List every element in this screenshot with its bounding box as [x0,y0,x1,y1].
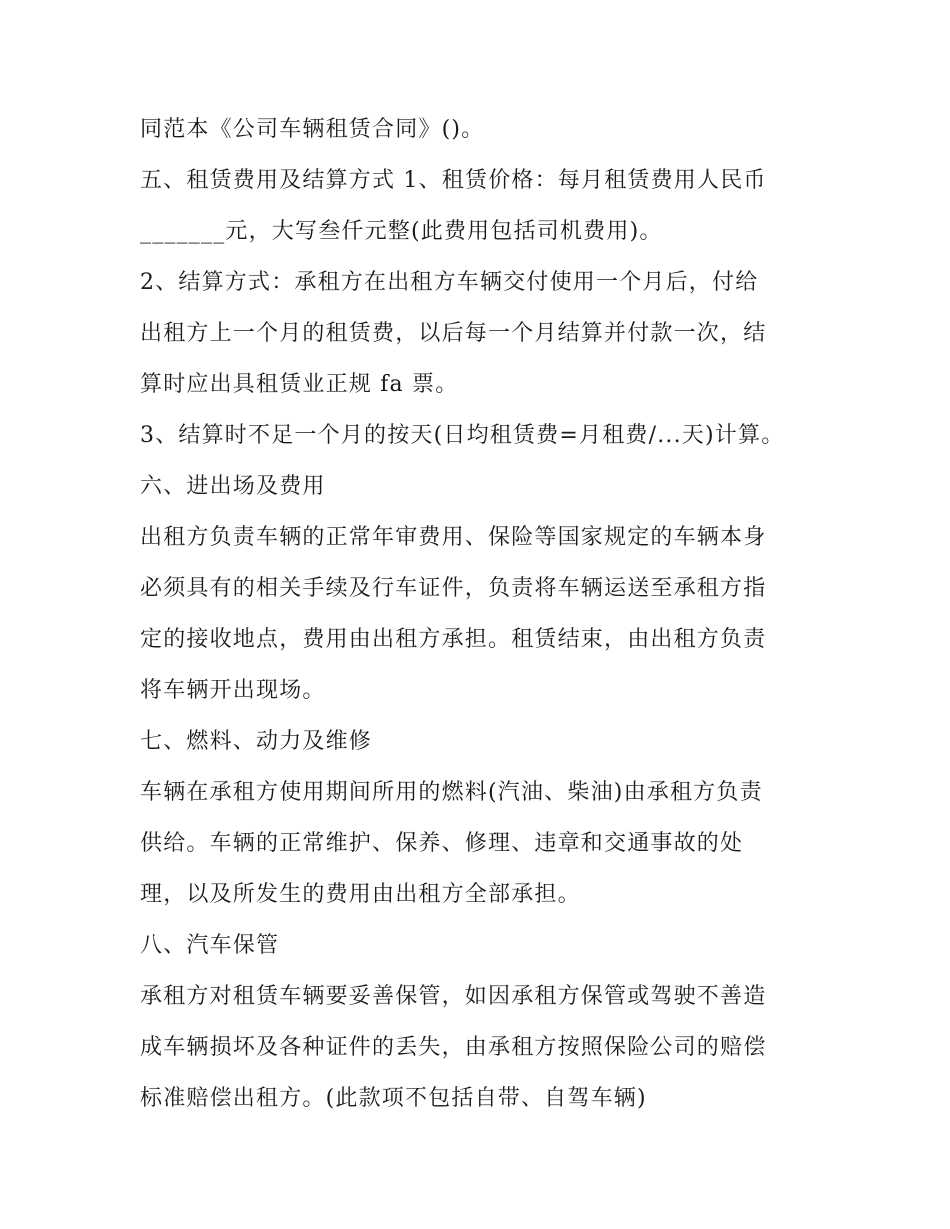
section-8-heading: 八、汽车保管 [140,933,280,958]
text-line: 成车辆损坏及各种证件的丢失，由承租方按照保险公司的赔偿 [140,1035,767,1060]
text-line: 车辆在承租方使用期间所用的燃料(汽油、柴油)由承租方负责 [140,780,763,805]
text-line: 理，以及所发生的费用由出租方全部承担。 [140,882,581,907]
section-5-heading-line: 五、租赁费用及结算方式 1、租赁价格：每月租赁费用人民币 [140,168,767,193]
text-line: _______元，大写叁仟元整(此费用包括司机费用)。 [140,219,663,244]
section-7-heading: 七、燃料、动力及维修 [140,729,373,754]
text-line: 供给。车辆的正常维护、保养、修理、违章和交通事故的处 [140,831,744,856]
document-body [140,104,820,1124]
text-line: 出租方上一个月的租赁费，以后每一个月结算并付款一次，结 [140,321,767,346]
text-line: 同范本《公司车辆租赁合同》()。 [140,117,485,142]
text-line: 必须具有的相关手续及行车证件，负责将车辆运送至承租方指 [140,576,767,601]
text-line: 定的接收地点，费用由出租方承担。租赁结束，由出租方负责 [140,627,767,652]
text-line: 算时应出具租赁业正规 fa 票。 [140,372,459,397]
text-line: 3、结算时不足一个月的按天(日均租赁费=月租费/...天)计算。 [140,423,785,448]
text-line: 标准赔偿出租方。(此款项不包括自带、自驾车辆) [140,1086,647,1111]
text-line: 承租方对租赁车辆要妥善保管，如因承租方保管或驾驶不善造 [140,984,767,1009]
text-line: 将车辆开出现场。 [140,678,326,703]
text-line: 出租方负责车辆的正常年审费用、保险等国家规定的车辆本身 [140,525,767,550]
text-line: 2、结算方式：承租方在出租方车辆交付使用一个月后，付给 [140,270,759,295]
section-6-heading: 六、进出场及费用 [140,474,326,499]
